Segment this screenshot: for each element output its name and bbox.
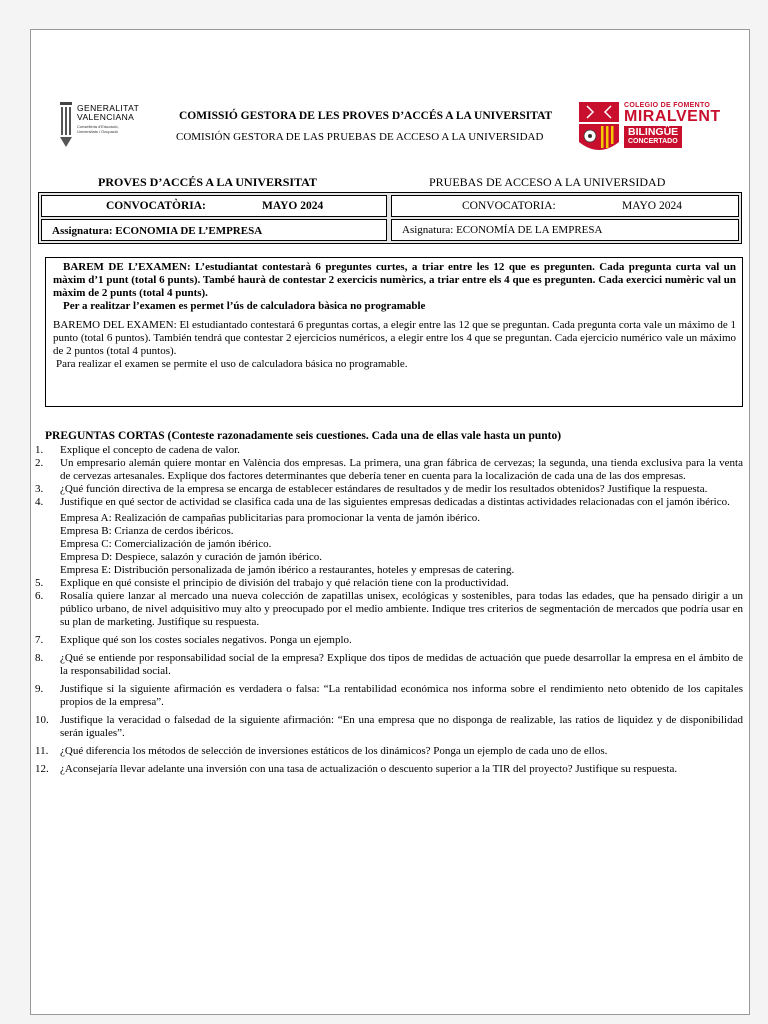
exam-heading-ca: PROVES D’ACCÉS A LA UNIVERSITAT <box>98 175 317 189</box>
question-item: 8. ¿Qué se entiende por responsabilidad social de la empresa? Explique dos tipos de medidas de actuación que puede desarrollar la empresa en el ámbito de la responsabilidad social. <box>35 652 743 677</box>
short-questions <box>35 429 743 776</box>
questions-heading: PREGUNTAS CORTAS (Conteste razonadamente seis cuestiones. Cada una de ellas vale hasta un punto) <box>45 430 562 442</box>
commission-title-es: COMISIÓN GESTORA DE LAS PRUEBAS DE ACCESO A LA UNIVERSIDAD <box>176 131 544 143</box>
convocatoria-ca-label: CONVOCATÒRIA: <box>106 200 206 212</box>
subject-ca-cell <box>41 219 387 241</box>
convocatoria-es-value: MAYO 2024 <box>622 200 682 212</box>
exam-page <box>30 29 750 1015</box>
q4-company-a: Empresa A: Realización de campañas publicitarias para promocionar la venta de jamón ibérico. <box>60 512 480 524</box>
question-item: 4. Justifique en qué sector de actividad se clasifica cada una de las siguientes empresas dedicadas a distintas actividades relacionadas con el jamón ibérico. <box>35 496 730 508</box>
question-item: 3. ¿Qué función directiva de la empresa se encarga de establecer estándares de resultados y de medir los resultados obtenidos? Justifique la respuesta. <box>35 483 708 495</box>
commission-title-ca: COMISSIÓ GESTORA DE LES PROVES D’ACCÉS A LA UNIVERSITAT <box>179 110 553 122</box>
school-badge <box>624 126 682 148</box>
convocatoria-es-cell <box>391 195 739 217</box>
barem-ca-text: BAREM DE L’EXAMEN: L’estudiantat contestarà 6 preguntes curtes, a triar entre les 12 que es pregunten. Cada pregunta curta val un màxim d’1 punt (total 6 punts). També haurà de contestar 2 exercicis numèrics, a triar entre els 4 que es pregunten. Cada exercici numèric val un màxim de 2 punts (total 4 punts). <box>53 261 736 299</box>
question-item: 6. Rosalía quiere lanzar al mercado una nueva colección de zapatillas unisex, ecológicas y sostenibles, para todas las edades, que ha pensado dirigir a un público urbano, de nivel adquisitivo muy alto y preocupado por el medio ambiente. Indique tres criterios de segmentación de mercados que podría usar en su plan de marketing. Justifique su respuesta. <box>35 590 743 628</box>
generalitat-line1: GENERALITAT <box>77 103 140 113</box>
convocatoria-es-label: CONVOCATORIA: <box>462 200 556 212</box>
grading-box <box>45 257 743 407</box>
question-item: 12. ¿Aconsejaría llevar adelante una inversión con una tasa de actualización o descuento superior a la TIR del proyecto? Justifique su respuesta. <box>35 763 678 775</box>
baremo-es-calculator: Para realizar el examen se permite el uso de calculadora básica no programable. <box>56 358 408 370</box>
conselleria-text: Conselleria d'Educació, Universitats i Ocupació <box>77 124 119 134</box>
q4-company-c: Empresa C: Comercialización de jamón ibérico. <box>60 538 272 550</box>
barem-ca-calculator: Per a realitzar l’examen es permet l’ús de calculadora bàsica no programable <box>63 300 426 312</box>
subject-es: Asignatura: ECONOMÍA DE LA EMPRESA <box>402 224 603 236</box>
school-concertado: CONCERTADO <box>628 138 678 145</box>
q4-company-b: Empresa B: Crianza de cerdos ibéricos. <box>60 525 234 537</box>
question-item: 7. Explique qué son los costes sociales negativos. Ponga un ejemplo. <box>35 634 352 646</box>
generalitat-logo <box>59 102 149 152</box>
q4-company-e: Empresa E: Distribución personalizada de jamón ibérico a restaurantes, hoteles y empresas de catering. <box>60 564 515 576</box>
subject-es-cell <box>391 219 739 241</box>
convocatoria-ca-cell <box>41 195 387 217</box>
generalitat-line2: VALENCIANA <box>77 112 135 122</box>
convocatoria-ca-value: MAYO 2024 <box>262 200 324 212</box>
school-crest-icon <box>579 102 619 156</box>
exam-heading-es: PRUEBAS DE ACCESO A LA UNIVERSIDAD <box>429 175 666 189</box>
question-item: 10. Justifique la veracidad o falsedad de la siguiente afirmación: “En una empresa que no disponga de realizable, las ratios de liquidez y de disponibilidad serán iguales”. <box>35 714 743 739</box>
exam-info-table <box>38 192 742 244</box>
question-item: 9. Justifique si la siguiente afirmación es verdadera o falsa: “La rentabilidad económica nos informa sobre el rendimiento neto obtenido de los capitales propios de la empresa”. <box>35 683 743 708</box>
question-item: 1. Explique el concepto de cadena de valor. <box>35 444 240 456</box>
baremo-es-text: BAREMO DEL EXAMEN: El estudiantado contestará 6 preguntas cortas, a elegir entre las 12 que se preguntan. Cada pregunta corta vale un máximo de 1 punto (total 6 puntos). También tendrá que contestar 2 ejercicios numéricos, a elegir entre los 4 que se preguntan. Cada ejercicio numérico vale un máximo de 2 puntos (total 4 puntos). <box>53 319 736 357</box>
question-item: 2. Un empresario alemán quiere montar en València dos empresas. La primera, una gran fábrica de cervezas; la segunda, una tienda exclusiva para la venta de cervezas artesanales. Explique dos factores determinantes que debería tener en cuenta para la localización de cada una de las dos empresas. <box>35 457 743 482</box>
school-bilingue: BILINGÜE <box>628 126 679 138</box>
generalitat-shield-icon <box>59 102 73 148</box>
school-top-text: COLEGIO DE FOMENTO <box>624 102 711 109</box>
school-name: MIRALVENT <box>624 108 721 125</box>
q4-company-d: Empresa D: Despiece, salazón y curación de jamón ibérico. <box>60 551 323 563</box>
question-item: 5. Explique en qué consiste el principio de división del trabajo y qué relación tiene con la productividad. <box>35 577 509 589</box>
question-item: 11. ¿Qué diferencia los métodos de selección de inversiones estáticos de los dinámicos? Ponga un ejemplo de cada uno de ellos. <box>35 745 608 757</box>
subject-ca: Assignatura: ECONOMIA DE L’EMPRESA <box>52 225 263 237</box>
